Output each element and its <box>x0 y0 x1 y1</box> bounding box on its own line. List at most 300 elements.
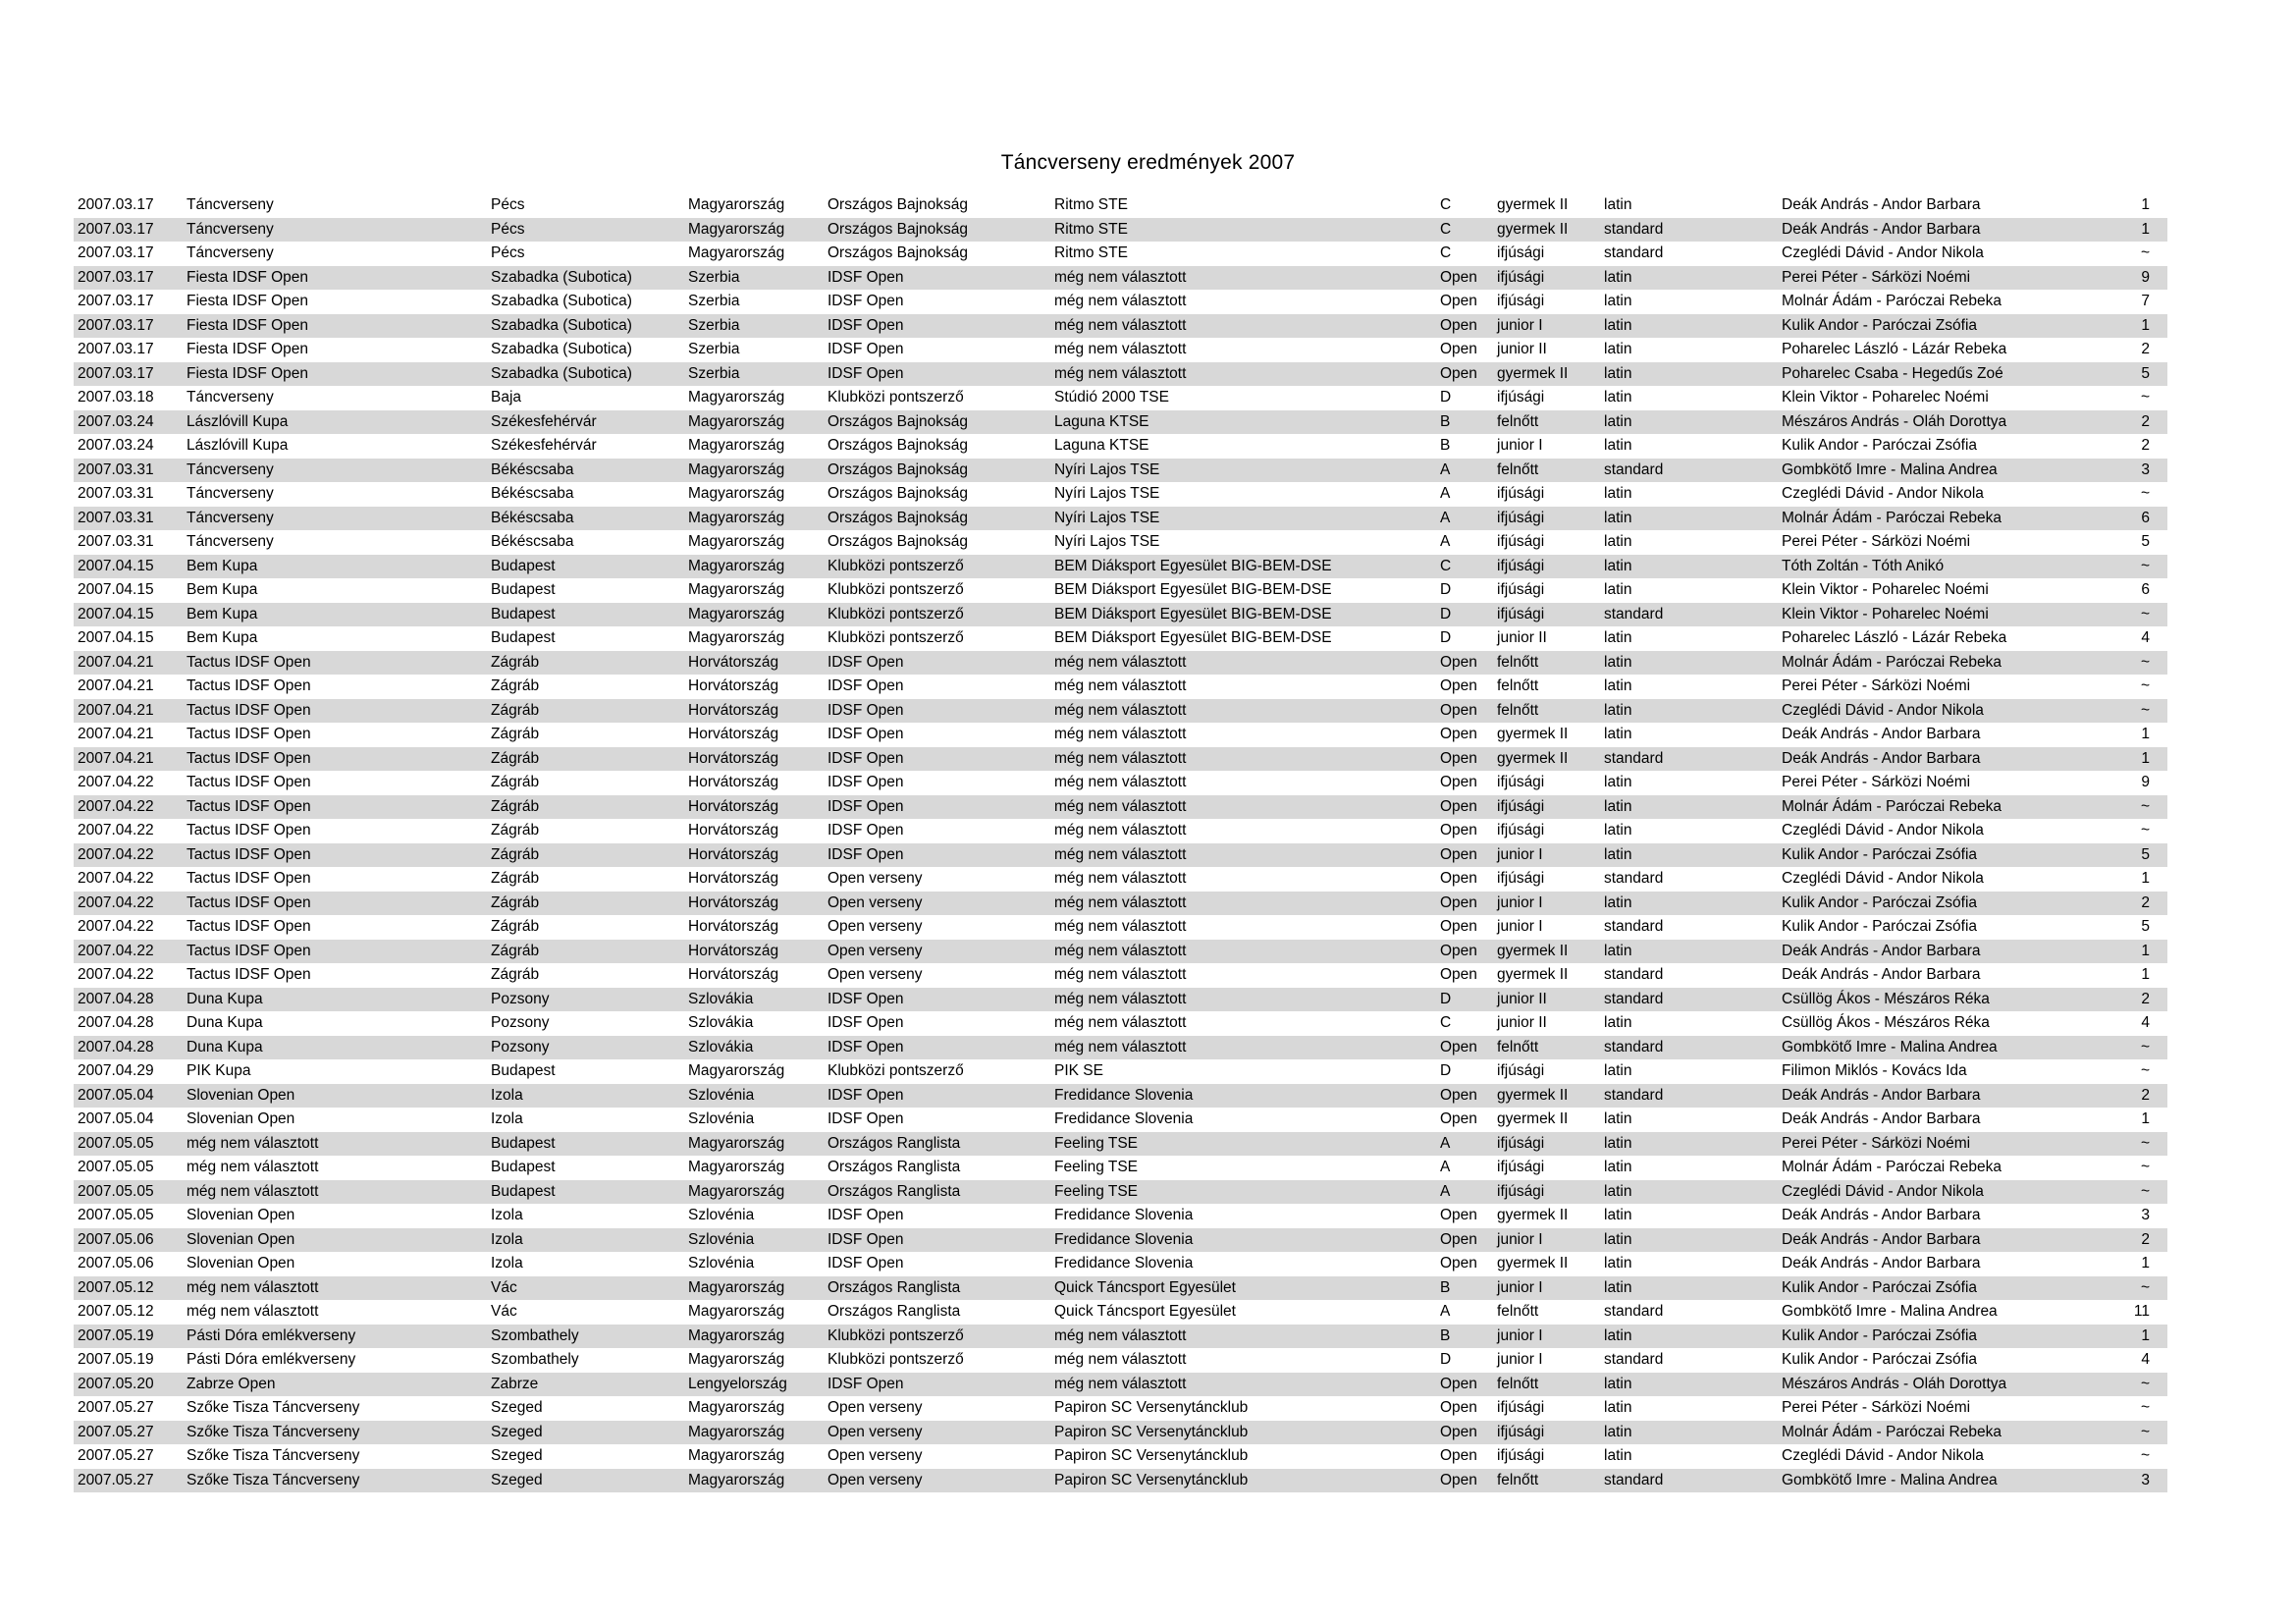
cell-place: 6 <box>2141 509 2150 526</box>
cell-place: ~ <box>2140 1159 2150 1175</box>
cell-date: 2007.05.05 <box>78 1159 154 1175</box>
cell-club: Fredidance Slovenia <box>1054 1230 1194 1248</box>
table-row <box>74 362 2167 387</box>
cell-style: standard <box>1604 1086 1664 1104</box>
cell-style: standard <box>1604 749 1664 767</box>
cell-age: gyermek II <box>1497 364 1569 382</box>
cell-country: Magyarország <box>688 1447 785 1464</box>
cell-city: Pécs <box>491 220 525 238</box>
cell-city: Vác <box>491 1303 517 1320</box>
cell-style: latin <box>1604 653 1632 671</box>
cell-place: 1 <box>2141 1326 2150 1344</box>
cell-city: Szeged <box>491 1399 543 1416</box>
cell-class: B <box>1440 437 1451 454</box>
cell-place: ~ <box>2140 605 2150 622</box>
cell-date: 2007.05.19 <box>78 1326 154 1344</box>
cell-class: Open <box>1440 341 1477 357</box>
cell-club: még nem választott <box>1054 1014 1187 1031</box>
cell-country: Szerbia <box>688 293 740 309</box>
cell-event: Tactus IDSF Open <box>187 942 311 959</box>
cell-couple: Deák András - Andor Barbara <box>1782 966 1981 983</box>
cell-type: IDSF Open <box>828 677 904 694</box>
cell-class: D <box>1440 990 1452 1007</box>
cell-type: IDSF Open <box>828 845 904 863</box>
cell-date: 2007.03.17 <box>78 316 154 334</box>
cell-event: még nem választott <box>187 1159 319 1175</box>
cell-date: 2007.04.15 <box>78 557 154 574</box>
cell-event: Táncverseny <box>187 220 274 238</box>
cell-style: standard <box>1604 1038 1664 1055</box>
cell-place: 1 <box>2141 1255 2150 1271</box>
cell-class: A <box>1440 485 1451 502</box>
cell-age: junior I <box>1497 1230 1543 1248</box>
cell-country: Szlovénia <box>688 1230 755 1248</box>
cell-place: 5 <box>2141 533 2150 550</box>
cell-couple: Kulik Andor - Paróczai Zsófia <box>1782 316 1978 334</box>
cell-country: Magyarország <box>688 629 785 646</box>
cell-couple: Gombkötő Imre - Malina Andrea <box>1782 460 1998 478</box>
cell-style: standard <box>1604 605 1664 622</box>
cell-class: Open <box>1440 1086 1477 1104</box>
cell-age: junior I <box>1497 316 1543 334</box>
cell-type: Klubközi pontszerző <box>828 605 964 622</box>
cell-couple: Molnár Ádám - Paróczai Rebeka <box>1782 653 2002 671</box>
cell-date: 2007.05.04 <box>78 1110 154 1127</box>
cell-club: még nem választott <box>1054 316 1187 334</box>
cell-place: ~ <box>2140 701 2150 719</box>
cell-age: felnőtt <box>1497 677 1539 694</box>
cell-event: Táncverseny <box>187 533 274 550</box>
cell-age: ifjúsági <box>1497 557 1545 574</box>
cell-couple: Kulik Andor - Paróczai Zsófia <box>1782 845 1978 863</box>
cell-couple: Kulik Andor - Paróczai Zsófia <box>1782 918 1978 935</box>
cell-class: Open <box>1440 701 1477 719</box>
cell-country: Horvátország <box>688 966 779 983</box>
cell-club: Papiron SC Versenytáncklub <box>1054 1447 1249 1464</box>
cell-club: még nem választott <box>1054 1375 1187 1392</box>
table-row <box>74 1421 2167 1445</box>
cell-date: 2007.04.22 <box>78 797 154 815</box>
cell-age: gyermek II <box>1497 966 1569 983</box>
table-row <box>74 290 2167 314</box>
cell-couple: Molnár Ádám - Paróczai Rebeka <box>1782 1159 2002 1175</box>
cell-style: latin <box>1604 509 1632 526</box>
cell-type: IDSF Open <box>828 990 904 1007</box>
table-row <box>74 867 2167 892</box>
cell-class: A <box>1440 1182 1451 1200</box>
table-row <box>74 723 2167 747</box>
cell-type: Országos Bajnokság <box>828 196 969 213</box>
cell-city: Pécs <box>491 196 525 213</box>
cell-place: 4 <box>2141 1351 2150 1368</box>
cell-class: Open <box>1440 1423 1477 1440</box>
cell-couple: Kulik Andor - Paróczai Zsófia <box>1782 1351 1978 1368</box>
cell-date: 2007.03.31 <box>78 533 154 550</box>
cell-couple: Czeglédi Dávid - Andor Nikola <box>1782 822 1984 839</box>
cell-club: Quick Táncsport Egyesület <box>1054 1278 1236 1296</box>
cell-style: latin <box>1604 1423 1632 1440</box>
cell-age: junior I <box>1497 845 1543 863</box>
cell-age: gyermek II <box>1497 726 1569 742</box>
cell-city: Zágráb <box>491 942 540 959</box>
cell-age: ifjúsági <box>1497 1134 1545 1152</box>
cell-type: IDSF Open <box>828 364 904 382</box>
cell-city: Zágráb <box>491 677 540 694</box>
cell-date: 2007.05.27 <box>78 1471 154 1488</box>
table-row <box>74 626 2167 651</box>
cell-couple: Molnár Ádám - Paróczai Rebeka <box>1782 797 2002 815</box>
cell-city: Pécs <box>491 244 525 261</box>
cell-date: 2007.05.27 <box>78 1447 154 1464</box>
cell-club: Feeling TSE <box>1054 1159 1139 1175</box>
cell-date: 2007.04.22 <box>78 942 154 959</box>
cell-age: junior I <box>1497 1351 1543 1368</box>
cell-couple: Deák András - Andor Barbara <box>1782 726 1981 742</box>
cell-country: Horvátország <box>688 677 779 694</box>
cell-place: 2 <box>2141 1230 2150 1248</box>
cell-date: 2007.04.15 <box>78 629 154 646</box>
cell-club: Ritmo STE <box>1054 196 1128 213</box>
cell-couple: Gombkötő Imre - Malina Andrea <box>1782 1303 1998 1320</box>
cell-style: standard <box>1604 966 1664 983</box>
cell-event: Tactus IDSF Open <box>187 870 311 887</box>
page-title: Táncverseny eredmények 2007 <box>1000 151 1296 174</box>
cell-country: Horvátország <box>688 726 779 742</box>
results-table <box>74 193 2167 1492</box>
cell-country: Horvátország <box>688 870 779 887</box>
cell-date: 2007.04.29 <box>78 1062 154 1079</box>
cell-place: ~ <box>2140 1375 2150 1392</box>
cell-city: Szabadka (Subotica) <box>491 293 632 309</box>
table-row <box>74 915 2167 940</box>
cell-event: Duna Kupa <box>187 1038 263 1055</box>
cell-place: 4 <box>2141 1014 2150 1031</box>
cell-date: 2007.05.05 <box>78 1207 154 1223</box>
cell-age: junior II <box>1497 990 1547 1007</box>
cell-style: standard <box>1604 244 1664 261</box>
cell-club: még nem választott <box>1054 1038 1187 1055</box>
cell-city: Budapest <box>491 557 556 574</box>
cell-type: Klubközi pontszerző <box>828 581 964 598</box>
cell-place: ~ <box>2140 797 2150 815</box>
cell-style: standard <box>1604 1303 1664 1320</box>
cell-event: Táncverseny <box>187 460 274 478</box>
cell-date: 2007.04.21 <box>78 726 154 742</box>
cell-style: latin <box>1604 364 1632 382</box>
cell-style: latin <box>1604 893 1632 911</box>
cell-club: még nem választott <box>1054 293 1187 309</box>
cell-class: C <box>1440 1014 1452 1031</box>
cell-country: Magyarország <box>688 485 785 502</box>
cell-age: junior I <box>1497 893 1543 911</box>
table-row <box>74 843 2167 868</box>
cell-event: Tactus IDSF Open <box>187 749 311 767</box>
cell-date: 2007.04.15 <box>78 581 154 598</box>
table-row <box>74 699 2167 724</box>
cell-place: 1 <box>2141 316 2150 334</box>
cell-style: latin <box>1604 845 1632 863</box>
table-row <box>74 819 2167 843</box>
cell-type: Open verseny <box>828 1399 923 1416</box>
cell-place: 1 <box>2141 196 2150 213</box>
cell-age: felnőtt <box>1497 1471 1539 1488</box>
cell-club: még nem választott <box>1054 268 1187 286</box>
cell-style: latin <box>1604 1207 1632 1223</box>
cell-type: IDSF Open <box>828 1038 904 1055</box>
cell-event: Szőke Tisza Táncverseny <box>187 1447 360 1464</box>
cell-type: Open verseny <box>828 1447 923 1464</box>
cell-class: B <box>1440 1278 1451 1296</box>
cell-date: 2007.05.05 <box>78 1182 154 1200</box>
cell-country: Szerbia <box>688 341 740 357</box>
cell-style: latin <box>1604 1326 1632 1344</box>
cell-type: IDSF Open <box>828 316 904 334</box>
table-row <box>74 1300 2167 1325</box>
cell-date: 2007.05.12 <box>78 1303 154 1320</box>
cell-country: Szlovénia <box>688 1207 755 1223</box>
cell-city: Pozsony <box>491 1038 550 1055</box>
cell-style: latin <box>1604 196 1632 213</box>
cell-age: felnőtt <box>1497 1038 1539 1055</box>
cell-date: 2007.05.27 <box>78 1423 154 1440</box>
cell-style: latin <box>1604 533 1632 550</box>
table-row <box>74 459 2167 483</box>
cell-country: Szlovénia <box>688 1110 755 1127</box>
cell-couple: Molnár Ádám - Paróczai Rebeka <box>1782 293 2002 309</box>
cell-date: 2007.03.17 <box>78 244 154 261</box>
cell-type: IDSF Open <box>828 822 904 839</box>
cell-club: Nyíri Lajos TSE <box>1054 533 1160 550</box>
cell-event: Szőke Tisza Táncverseny <box>187 1399 360 1416</box>
cell-club: még nem választott <box>1054 341 1187 357</box>
cell-city: Zágráb <box>491 749 540 767</box>
cell-style: latin <box>1604 268 1632 286</box>
cell-event: Tactus IDSF Open <box>187 822 311 839</box>
cell-club: még nem választott <box>1054 942 1187 959</box>
cell-couple: Deák András - Andor Barbara <box>1782 942 1981 959</box>
cell-age: ifjúsági <box>1497 1159 1545 1175</box>
cell-date: 2007.05.06 <box>78 1255 154 1271</box>
cell-country: Magyarország <box>688 581 785 598</box>
cell-city: Zágráb <box>491 870 540 887</box>
cell-couple: Kulik Andor - Paróczai Zsófia <box>1782 1326 1978 1344</box>
cell-class: A <box>1440 460 1451 478</box>
cell-place: 2 <box>2141 1086 2150 1104</box>
cell-age: ifjúsági <box>1497 533 1545 550</box>
cell-country: Magyarország <box>688 1471 785 1488</box>
cell-event: Slovenian Open <box>187 1255 295 1271</box>
cell-event: Fiesta IDSF Open <box>187 268 309 286</box>
cell-place: 1 <box>2141 726 2150 742</box>
cell-event: Lászlóvill Kupa <box>187 437 289 454</box>
cell-event: Pásti Dóra emlékverseny <box>187 1326 356 1344</box>
cell-city: Zágráb <box>491 893 540 911</box>
cell-country: Horvátország <box>688 797 779 815</box>
cell-style: standard <box>1604 990 1664 1007</box>
cell-couple: Mészáros András - Oláh Dorottya <box>1782 412 2007 430</box>
table-row <box>74 1180 2167 1205</box>
cell-couple: Deák András - Andor Barbara <box>1782 1230 1981 1248</box>
table-row <box>74 1204 2167 1228</box>
cell-club: még nem választott <box>1054 870 1187 887</box>
cell-club: még nem választott <box>1054 822 1187 839</box>
cell-age: ifjúsági <box>1497 268 1545 286</box>
cell-age: ifjúsági <box>1497 244 1545 261</box>
cell-type: IDSF Open <box>828 1110 904 1127</box>
cell-city: Pozsony <box>491 990 550 1007</box>
cell-city: Szombathely <box>491 1326 579 1344</box>
cell-couple: Deák András - Andor Barbara <box>1782 749 1981 767</box>
cell-style: latin <box>1604 774 1632 790</box>
cell-couple: Czeglédi Dávid - Andor Nikola <box>1782 870 1984 887</box>
cell-age: ifjúsági <box>1497 870 1545 887</box>
cell-city: Vác <box>491 1278 517 1296</box>
cell-club: még nem választott <box>1054 701 1187 719</box>
cell-club: még nem választott <box>1054 364 1187 382</box>
cell-age: ifjúsági <box>1497 605 1545 622</box>
cell-event: Fiesta IDSF Open <box>187 364 309 382</box>
cell-style: latin <box>1604 726 1632 742</box>
cell-place: ~ <box>2140 1447 2150 1464</box>
cell-city: Szabadka (Subotica) <box>491 268 632 286</box>
cell-city: Békéscsaba <box>491 485 574 502</box>
cell-age: gyermek II <box>1497 1086 1569 1104</box>
cell-couple: Czeglédi Dávid - Andor Nikola <box>1782 701 1984 719</box>
cell-class: Open <box>1440 293 1477 309</box>
cell-date: 2007.04.21 <box>78 701 154 719</box>
cell-event: Slovenian Open <box>187 1110 295 1127</box>
cell-club: Stúdió 2000 TSE <box>1054 389 1169 406</box>
table-row <box>74 193 2167 218</box>
cell-type: IDSF Open <box>828 1207 904 1223</box>
cell-club: még nem választott <box>1054 797 1187 815</box>
cell-couple: Czeglédi Dávid - Andor Nikola <box>1782 485 1984 502</box>
table-row <box>74 988 2167 1012</box>
cell-place: 9 <box>2141 774 2150 790</box>
cell-club: Papiron SC Versenytáncklub <box>1054 1423 1249 1440</box>
table-row <box>74 1156 2167 1180</box>
cell-event: Duna Kupa <box>187 990 263 1007</box>
table-row <box>74 242 2167 266</box>
cell-place: 1 <box>2141 1110 2150 1127</box>
cell-city: Izola <box>491 1255 523 1271</box>
cell-type: Országos Bajnokság <box>828 485 969 502</box>
cell-date: 2007.04.22 <box>78 893 154 911</box>
table-row <box>74 1373 2167 1397</box>
cell-type: Open verseny <box>828 893 923 911</box>
cell-type: Open verseny <box>828 870 923 887</box>
cell-place: ~ <box>2140 822 2150 839</box>
cell-age: felnőtt <box>1497 1375 1539 1392</box>
cell-place: 5 <box>2141 918 2150 935</box>
cell-club: Nyíri Lajos TSE <box>1054 460 1160 478</box>
cell-class: Open <box>1440 1447 1477 1464</box>
cell-style: latin <box>1604 1375 1632 1392</box>
cell-club: még nem választott <box>1054 774 1187 790</box>
cell-country: Magyarország <box>688 1134 785 1152</box>
cell-type: Országos Bajnokság <box>828 412 969 430</box>
cell-couple: Tóth Zoltán - Tóth Anikó <box>1782 557 1945 574</box>
cell-type: Klubközi pontszerző <box>828 1326 964 1344</box>
cell-date: 2007.03.31 <box>78 509 154 526</box>
cell-club: Feeling TSE <box>1054 1182 1139 1200</box>
cell-type: Open verseny <box>828 918 923 935</box>
cell-city: Baja <box>491 389 522 406</box>
cell-age: ifjúsági <box>1497 1399 1545 1416</box>
cell-class: C <box>1440 244 1452 261</box>
cell-age: ifjúsági <box>1497 581 1545 598</box>
cell-city: Zágráb <box>491 822 540 839</box>
cell-style: latin <box>1604 701 1632 719</box>
cell-city: Székesfehérvár <box>491 412 597 430</box>
cell-couple: Perei Péter - Sárközi Noémi <box>1782 1399 1971 1416</box>
cell-place: 1 <box>2141 220 2150 238</box>
table-row <box>74 578 2167 603</box>
cell-club: még nem választott <box>1054 726 1187 742</box>
cell-country: Horvátország <box>688 893 779 911</box>
cell-age: felnőtt <box>1497 412 1539 430</box>
cell-style: latin <box>1604 797 1632 815</box>
cell-club: még nem választott <box>1054 653 1187 671</box>
cell-country: Horvátország <box>688 942 779 959</box>
cell-class: A <box>1440 1303 1451 1320</box>
cell-type: IDSF Open <box>828 701 904 719</box>
cell-event: Slovenian Open <box>187 1086 295 1104</box>
cell-city: Budapest <box>491 605 556 622</box>
cell-type: Országos Ranglista <box>828 1134 961 1152</box>
cell-age: junior I <box>1497 437 1543 454</box>
cell-age: gyermek II <box>1497 1110 1569 1127</box>
cell-class: Open <box>1440 1255 1477 1271</box>
cell-city: Székesfehérvár <box>491 437 597 454</box>
cell-place: 1 <box>2141 749 2150 767</box>
cell-class: D <box>1440 389 1452 406</box>
cell-city: Szabadka (Subotica) <box>491 364 632 382</box>
table-row <box>74 1108 2167 1132</box>
cell-couple: Perei Péter - Sárközi Noémi <box>1782 774 1971 790</box>
cell-style: latin <box>1604 1159 1632 1175</box>
table-row <box>74 555 2167 579</box>
table-row <box>74 651 2167 676</box>
cell-city: Zágráb <box>491 966 540 983</box>
cell-place: 2 <box>2141 437 2150 454</box>
cell-club: még nem választott <box>1054 990 1187 1007</box>
cell-country: Szerbia <box>688 316 740 334</box>
cell-club: Fredidance Slovenia <box>1054 1086 1194 1104</box>
cell-age: gyermek II <box>1497 220 1569 238</box>
cell-club: BEM Diáksport Egyesület BIG-BEM-DSE <box>1054 581 1332 598</box>
cell-couple: Gombkötő Imre - Malina Andrea <box>1782 1038 1998 1055</box>
cell-club: még nem választott <box>1054 749 1187 767</box>
cell-type: IDSF Open <box>828 293 904 309</box>
cell-class: Open <box>1440 845 1477 863</box>
cell-place: 6 <box>2141 581 2150 598</box>
cell-age: ifjúsági <box>1497 485 1545 502</box>
cell-place: 3 <box>2141 460 2150 478</box>
cell-age: junior II <box>1497 629 1547 646</box>
cell-date: 2007.05.05 <box>78 1134 154 1152</box>
cell-city: Izola <box>491 1207 523 1223</box>
cell-club: Papiron SC Versenytáncklub <box>1054 1471 1249 1488</box>
cell-class: Open <box>1440 1230 1477 1248</box>
cell-type: Klubközi pontszerző <box>828 1351 964 1368</box>
cell-event: Tactus IDSF Open <box>187 845 311 863</box>
cell-style: latin <box>1604 581 1632 598</box>
cell-club: Ritmo STE <box>1054 220 1128 238</box>
cell-style: latin <box>1604 1014 1632 1031</box>
table-row <box>74 1325 2167 1349</box>
cell-country: Magyarország <box>688 557 785 574</box>
